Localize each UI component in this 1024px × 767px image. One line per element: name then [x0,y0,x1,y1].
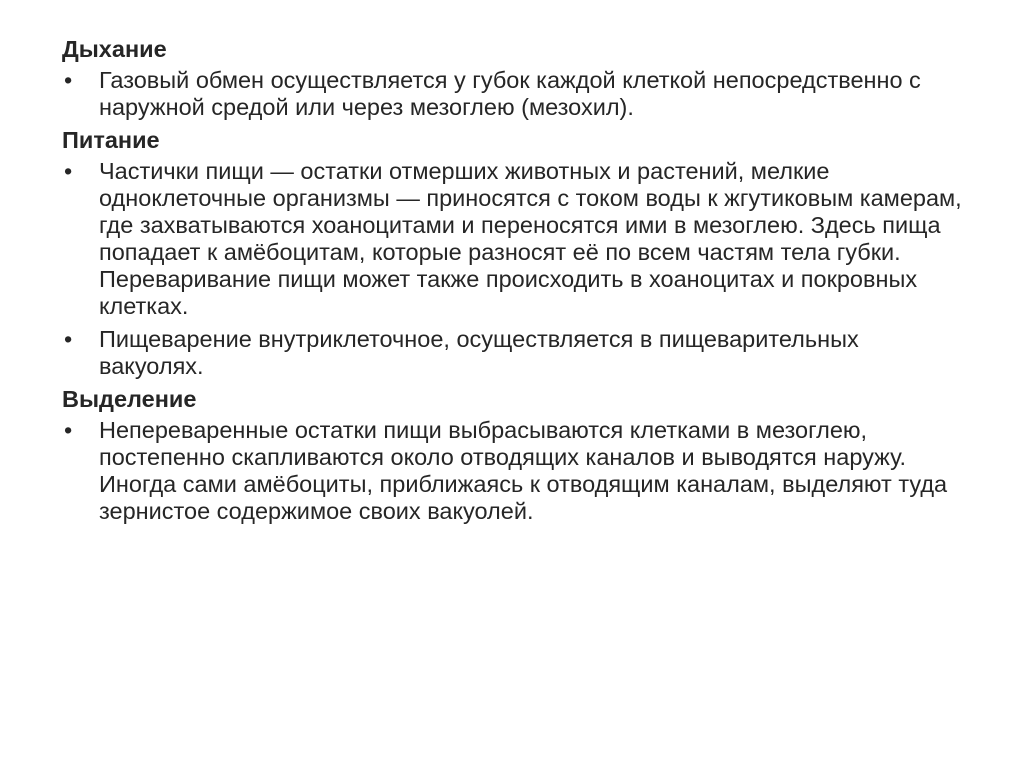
bullet-item [62,326,962,380]
section-heading: Питание [62,127,160,153]
bullet-item [62,417,962,525]
section-heading: Выделение [62,386,197,412]
bullet-item [62,158,962,320]
bullet-text: Непереваренные остатки пищи выбрасываются клетками в мезоглею, постепенно скапливаются около отводящих каналов и выводятся наружу. Иногда сами амёбоциты, приближаясь к отводящим каналам, выделяют туда зернистое содержимое своих вакуолей. [99,417,948,524]
slide-content [62,36,962,531]
section-heading: Дыхание [62,36,167,62]
bullet-text: Частички пищи — остатки отмерших животных и растений, мелкие одноклеточные организмы — приносятся с током воды к жгутиковым камерам, где захватываются хоаноцитами и переносятся ими в мезоглею. Здесь пища попадает к амёбоцитам, которые разносят её по всем частям тела губки. Переваривание пищи может также происходить в хоаноцитах и покровных клетках. [99,158,962,319]
bullet-text: Газовый обмен осуществляется у губок каждой клеткой непосредственно с наружной средой или через мезоглею (мезохил). [99,67,921,120]
bullet-icon: • [64,158,73,184]
section-nutrition [62,127,962,380]
bullet-text: Пищеварение внутриклеточное, осуществляется в пищеварительных вакуолях. [99,326,859,379]
bullet-item [62,67,962,121]
section-excretion [62,386,962,525]
bullet-icon: • [64,417,73,443]
bullet-icon: • [64,67,73,93]
section-breathing [62,36,962,121]
bullet-icon: • [64,326,73,352]
